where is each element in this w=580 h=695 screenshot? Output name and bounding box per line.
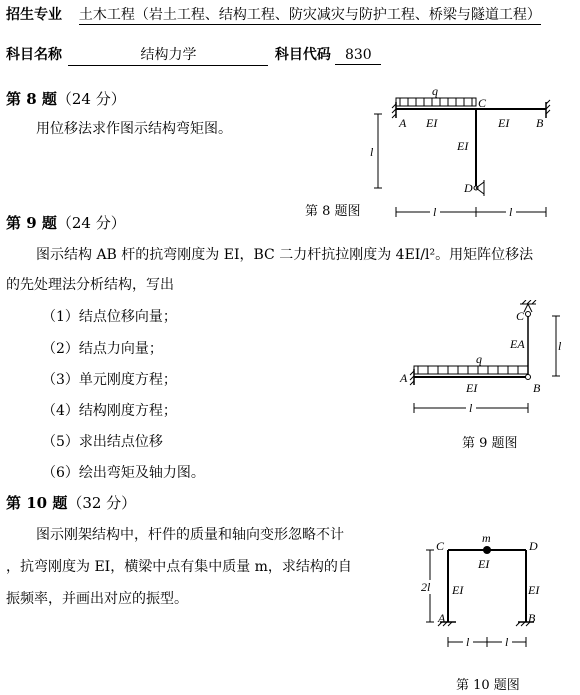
q8-dim-vertical	[374, 114, 382, 188]
q9-label-a: A	[400, 371, 408, 385]
subject-label: 科目名称	[6, 47, 62, 63]
major-label: 招生专业	[6, 7, 62, 23]
q8-support-a	[392, 102, 396, 118]
q8-support-b	[546, 100, 550, 118]
q10-dim-horizontal	[448, 637, 526, 647]
q9-label-q: q	[476, 352, 482, 366]
q8-label-a: A	[399, 116, 407, 130]
q10-label-l-left: l	[466, 635, 470, 649]
q8-label-l-vertical: l	[370, 145, 374, 159]
q9-load-arrows	[418, 366, 518, 374]
q8-points: （24 分）	[56, 90, 126, 108]
q9-figure	[396, 300, 576, 426]
q9-label-l-vertical: l	[558, 339, 562, 353]
q9-joint-b	[526, 375, 531, 380]
q8-title: 第 8 题	[6, 90, 57, 108]
q8-label-ei-left: EI	[426, 116, 438, 130]
q10-label-ei-top: EI	[478, 557, 490, 571]
q9-heading	[6, 212, 126, 233]
q10-line3: 振频率，并画出对应的振型。	[6, 591, 188, 607]
major-line	[6, 4, 541, 24]
q9-points: （24 分）	[56, 214, 126, 232]
major-value: 土木工程（岩土工程、结构工程、防灾减灾与防护工程、桥梁与隧道工程）	[78, 7, 541, 23]
q9-load-box	[414, 366, 528, 374]
q10-label-c: C	[436, 539, 445, 553]
q9-item-6: （6）绘出弯矩及轴力图。	[42, 465, 205, 481]
q10-heading	[6, 492, 136, 513]
subject-value: 结构力学	[68, 44, 268, 66]
q10-label-m: m	[482, 531, 491, 545]
q9-item-1: （1）结点位移向量；	[42, 309, 177, 325]
q8-text: 用位移法求作图示结构弯矩图。	[36, 121, 232, 137]
code-value: 830	[335, 47, 381, 65]
q10-label-a: A	[438, 611, 446, 625]
q10-label-2l: 2l	[421, 580, 431, 594]
q8-label-c: C	[478, 96, 487, 110]
q9-label-ei: EI	[466, 381, 478, 395]
q9-item-5: （5）求出结点位移	[42, 434, 163, 450]
q10-label-b: B	[528, 611, 536, 625]
q10-label-l-right: l	[505, 635, 509, 649]
q9-support-a	[410, 369, 414, 385]
q10-title: 第 10 题	[6, 494, 68, 512]
q9-label-ea: EA	[510, 337, 525, 351]
q8-label-ei-right: EI	[498, 116, 510, 130]
q9-title: 第 9 题	[6, 214, 57, 232]
q10-points: （32 分）	[67, 494, 137, 512]
q9-item-3: （3）单元刚度方程；	[42, 372, 177, 388]
q10-label-ei-right: EI	[528, 583, 540, 597]
q9-caption: 第 9 题图	[462, 436, 518, 451]
subject-line	[6, 44, 381, 66]
q10-label-ei-left: EI	[452, 583, 464, 597]
q9-label-c: C	[516, 309, 525, 323]
q8-figure	[360, 84, 570, 224]
q10-label-d: D	[529, 539, 538, 553]
q8-label-q: q	[432, 84, 438, 98]
code-label: 科目代码	[274, 47, 331, 63]
q9-line2: 的先处理法分析结构，写出	[6, 277, 174, 293]
q9-label-l-horizontal: l	[469, 401, 473, 415]
q10-figure	[410, 530, 570, 668]
q8-label-l-right: l	[509, 205, 513, 219]
q9-item-2: （2）结点力向量；	[42, 341, 163, 357]
q10-caption: 第 10 题图	[456, 678, 520, 693]
q9-label-b: B	[533, 381, 541, 395]
q10-mass	[483, 546, 491, 554]
q8-label-d: D	[464, 181, 473, 195]
q10-line2: ，抗弯刚度为 EI，横梁中点有集中质量 m，求结构的自	[6, 559, 352, 575]
q9-line1: 图示结构 AB 杆的抗弯刚度为 EI，BC 二力杆抗拉刚度为 4EI/l²。用矩阵位移法	[36, 247, 534, 263]
q8-label-ei-column: EI	[457, 139, 469, 153]
q8-heading	[6, 88, 126, 109]
q8-caption: 第 8 题图	[305, 204, 361, 219]
q8-load-arrows	[400, 98, 472, 106]
q10-line1: 图示刚架结构中，杆件的质量和轴向变形忽略不计	[36, 527, 344, 543]
q9-item-4: （4）结构刚度方程；	[42, 403, 177, 419]
q8-label-l-left: l	[433, 205, 437, 219]
q8-dim-horizontal	[396, 207, 546, 217]
q8-label-b: B	[536, 116, 544, 130]
